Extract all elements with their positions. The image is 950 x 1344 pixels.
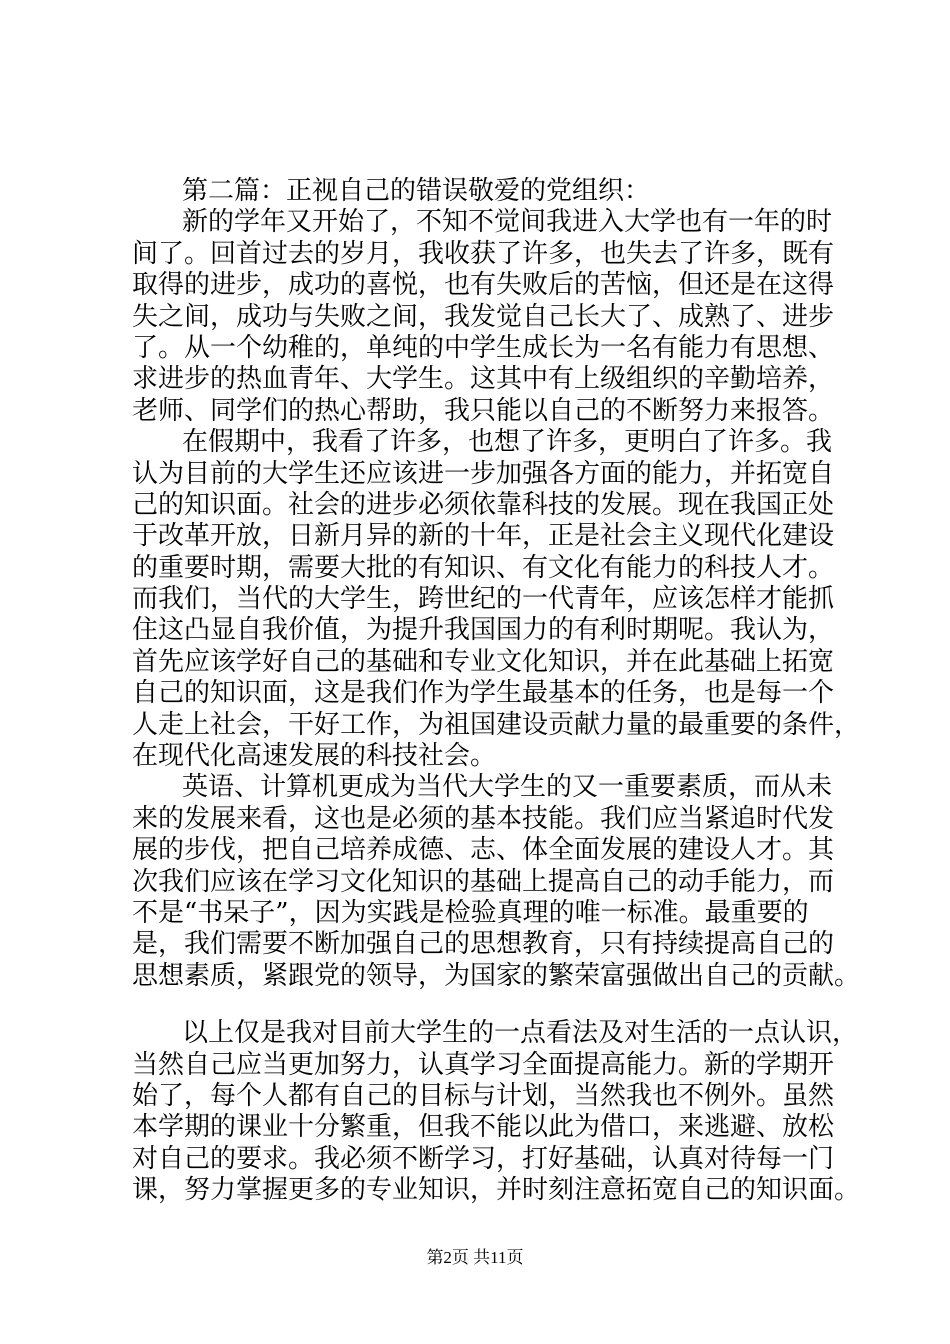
page-number-footer: 第2页 共11页: [426, 1248, 524, 1267]
paragraph-line: 以上仅是我对目前大学生的一点看法及对生活的一点认识，: [182, 1018, 859, 1049]
paragraph-line: 认为目前的大学生还应该进一步加强各方面的能力，并拓宽自: [132, 458, 835, 489]
paragraph-line: 了。从一个幼稚的，单纯的中学生成长为一名有能力有思想、: [132, 332, 835, 363]
paragraph-line: 当然自己应当更加努力，认真学习全面提高能力。新的学期开: [132, 1049, 835, 1080]
paragraph-line: 取得的进步，成功的喜悦，也有失败后的苦恼，但还是在这得: [132, 270, 835, 301]
paragraph-line: 住这凸显自我价值，为提升我国国力的有利时期呢。我认为，: [132, 615, 835, 646]
paragraph-line: 思想素质，紧跟党的领导，为国家的繁荣富强做出自己的贡献。: [132, 960, 861, 991]
paragraph-line: 始了，每个人都有自己的目标与计划，当然我也不例外。虽然: [132, 1080, 835, 1111]
paragraph-line: 的重要时期，需要大批的有知识、有文化有能力的科技人才。: [132, 552, 835, 583]
paragraph-line: 新的学年又开始了，不知不觉间我进入大学也有一年的时: [182, 207, 833, 238]
paragraph-1: [132, 207, 852, 427]
paragraph-line: 失之间，成功与失败之间，我发觉自己长大了、成熟了、进步: [132, 301, 835, 332]
paragraph-line: 不是“书呆子”，因为实践是检验真理的唯一标准。最重要的: [132, 897, 809, 928]
paragraph-line: 展的步伐，把自己培养成德、志、体全面发展的建设人才。其: [132, 835, 835, 866]
document-body: [132, 176, 861, 1207]
paragraph-line: 首先应该学好自己的基础和专业文化知识，并在此基础上拓宽: [132, 646, 835, 677]
paragraph-2: [132, 427, 861, 772]
paragraph-line: 间了。回首过去的岁月，我收获了许多，也失去了许多，既有: [132, 238, 835, 269]
paragraph-line: 于改革开放，日新月异的新的十年，正是社会主义现代化建设: [132, 521, 835, 552]
paragraph-line: 来的发展来看，这也是必须的基本技能。我们应当紧追时代发: [132, 803, 835, 834]
paragraph-line: 本学期的课业十分繁重，但我不能以此为借口，来逃避、放松: [132, 1112, 835, 1143]
paragraph-line: 人走上社会，干好工作，为祖国建设贡献力量的最重要的条件，: [132, 709, 861, 740]
paragraph-line: 英语、计算机更成为当代大学生的又一重要素质，而从未: [182, 772, 833, 803]
paragraph-line: 己的知识面。社会的进步必须依靠科技的发展。现在我国正处: [132, 489, 835, 520]
paragraph-3: [132, 772, 861, 992]
document-title: 第二篇：正视自己的错误敬爱的党组织：: [182, 176, 651, 206]
paragraph-line: 在假期中，我看了许多，也想了许多，更明白了许多。我: [182, 427, 833, 458]
paragraph-line: 对自己的要求。我必须不断学习，打好基础，认真对待每一门: [132, 1143, 835, 1174]
paragraph-line: 自己的知识面，这是我们作为学生最基本的任务，也是每一个: [132, 678, 835, 709]
paragraph-line: 是，我们需要不断加强自己的思想教育，只有持续提高自己的: [132, 929, 835, 960]
paragraph-line: 在现代化高速发展的科技社会。: [132, 741, 497, 772]
paragraph-line: 老师、同学们的热心帮助，我只能以自己的不断努力来报答。: [132, 395, 835, 426]
paragraph-line: 而我们，当代的大学生，跨世纪的一代青年，应该怎样才能抓: [132, 584, 835, 615]
paragraph-line: 求进步的热血青年、大学生。这其中有上级组织的辛勤培养，: [132, 364, 835, 395]
paragraph-4: [132, 1018, 861, 1206]
paragraph-line: 次我们应该在学习文化知识的基础上提高自己的动手能力，而: [132, 866, 835, 897]
paragraph-line: 课，努力掌握更多的专业知识，并时刻注意拓宽自己的知识面。: [132, 1175, 861, 1206]
paragraph-gap: [132, 992, 852, 1018]
